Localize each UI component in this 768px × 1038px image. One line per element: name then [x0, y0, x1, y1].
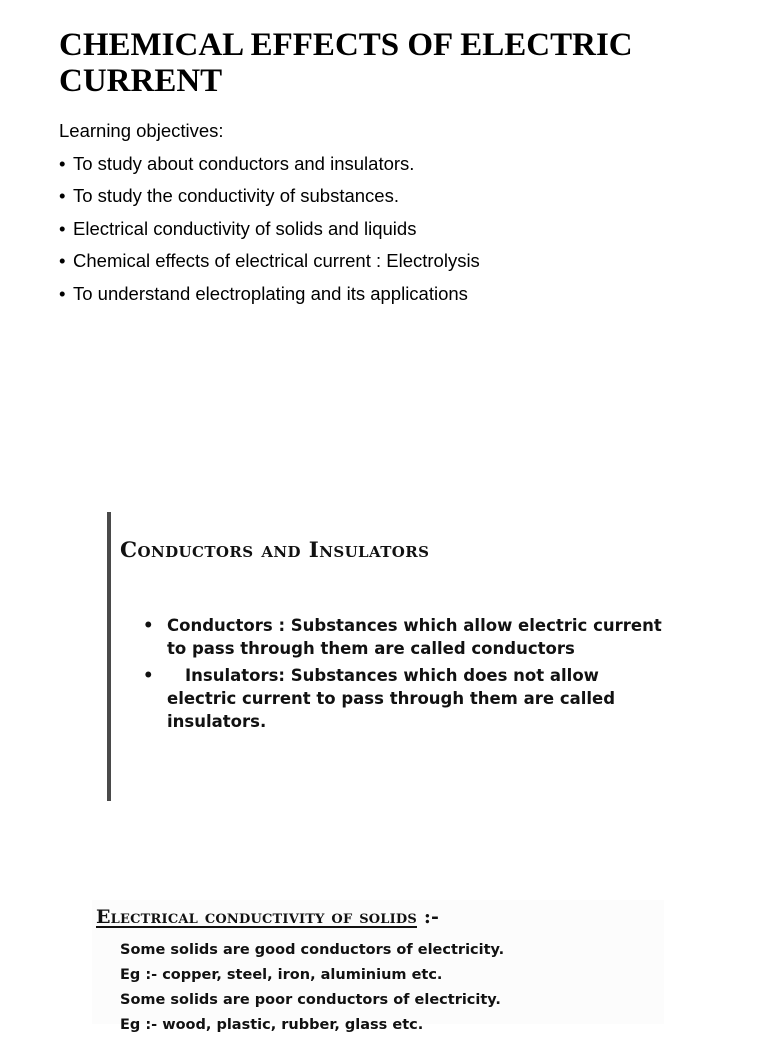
definition-text: Insulators: Substances which does not allow electric current to pass through them are called insulators. — [167, 666, 616, 731]
bullet-icon: • — [59, 217, 66, 239]
bullet-icon: • — [59, 250, 66, 271]
heading-text: Electrical conductivity of solids — [96, 906, 417, 928]
bullet-icon: • — [143, 666, 154, 685]
slide-bullet-list — [143, 614, 663, 737]
slide-heading: Conductors and Insulators — [120, 538, 430, 563]
objective-item — [59, 281, 480, 314]
objective-text: To understand electroplating and its applications — [73, 282, 468, 304]
solids-conductivity-slide — [92, 900, 664, 1033]
objective-text: Electrical conductivity of solids and liquids — [73, 217, 417, 239]
slide-text-lines — [120, 938, 504, 1038]
text-line: Eg :- wood, plastic, rubber, glass etc. — [120, 1017, 424, 1033]
conductors-insulators-slide — [105, 512, 665, 802]
page-title: CHEMICAL EFFECTS OF ELECTRIC CURRENT — [59, 27, 633, 99]
objective-item — [59, 248, 480, 281]
objective-item — [59, 151, 480, 184]
objective-text: Chemical effects of electrical current : Electrolysis — [73, 250, 480, 271]
objectives-list — [59, 151, 480, 314]
text-line: Some solids are poor conductors of electricity. — [120, 992, 501, 1008]
slide-divider-bar — [107, 512, 111, 801]
bullet-icon: • — [143, 616, 154, 635]
objective-item — [59, 183, 480, 216]
conductors-definition — [143, 614, 663, 660]
heading-suffix: :- — [417, 906, 440, 928]
objective-text: To study about conductors and insulators. — [73, 152, 415, 174]
text-line: Eg :- copper, steel, iron, aluminium etc. — [120, 967, 443, 983]
objectives-heading: Learning objectives: — [59, 120, 224, 141]
bullet-icon: • — [59, 152, 66, 174]
objective-text: To study the conductivity of substances. — [73, 185, 399, 206]
learning-objectives — [59, 118, 480, 313]
bullet-icon: • — [59, 282, 66, 304]
insulators-definition — [143, 664, 663, 733]
definition-text: Conductors : Substances which allow electric current to pass through them are called conductors — [167, 616, 662, 658]
objective-item — [59, 216, 480, 249]
slide-heading — [96, 906, 439, 928]
text-line: Some solids are good conductors of electricity. — [120, 942, 505, 958]
bullet-icon: • — [59, 185, 66, 206]
